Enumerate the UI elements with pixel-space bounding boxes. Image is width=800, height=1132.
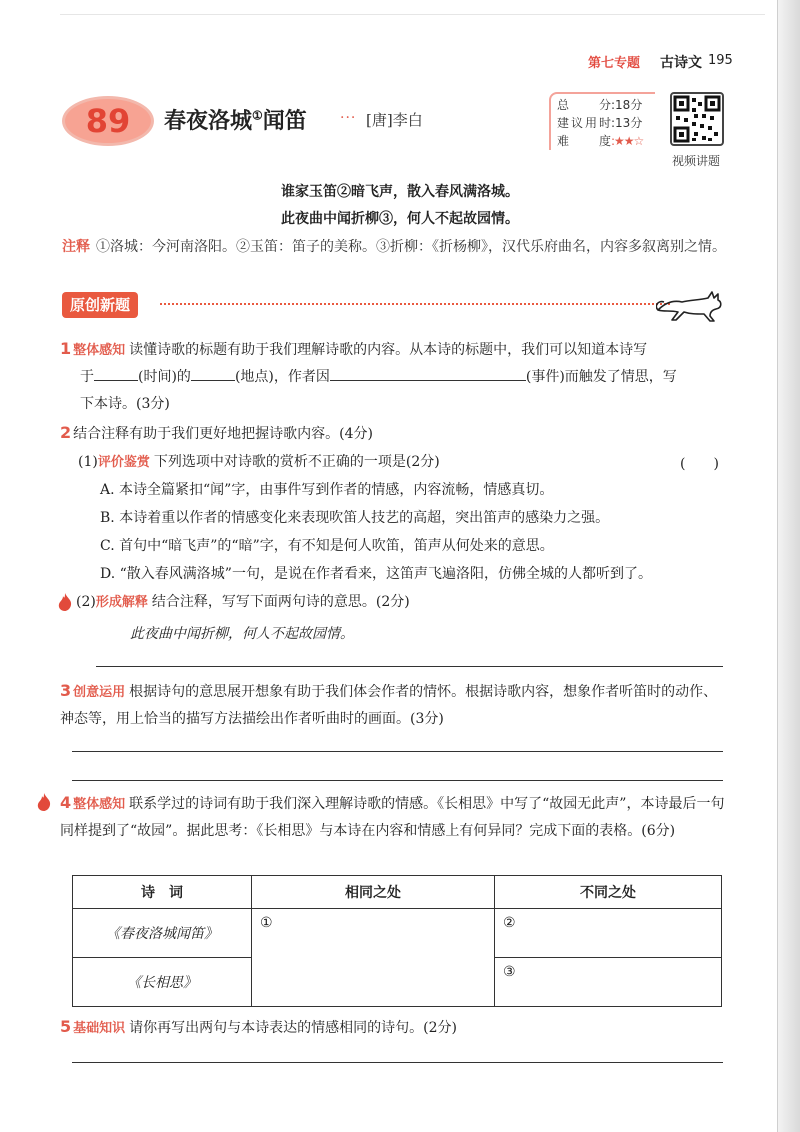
section-divider xyxy=(160,303,670,305)
q3-text: 根据诗句的意思展开想象有助于我们体会作者的情怀。根据诗歌内容，想象作者听笛时的动作、神态等，用上恰当的描写方法描绘出作者听曲时的画面。(3分) xyxy=(60,684,718,727)
table-cell-diff-2[interactable]: ③ xyxy=(495,958,722,1007)
notes xyxy=(62,234,727,261)
q1-line-3: 下本诗。(3分) xyxy=(80,396,170,412)
q1-text-a: 读懂诗歌的标题有助于我们理解诗歌的内容。从本诗的标题中，我们可以知道本诗写 xyxy=(129,342,648,358)
running-cat-graphic xyxy=(656,288,730,324)
info-difficulty-label: 难 度 xyxy=(557,134,611,148)
question-4 xyxy=(60,789,730,845)
q1-text-b: 于 xyxy=(80,369,94,385)
q2-sub1-tag: 评价鉴赏 xyxy=(97,455,150,470)
option-a[interactable]: A. 本诗全篇紧扣“闻”字，由事件写到作者的情感，内容流畅，情感真切。 xyxy=(100,482,554,498)
flame-graphic-1 xyxy=(57,592,73,612)
q5-tag: 基础知识 xyxy=(73,1021,126,1036)
q3-tag: 创意运用 xyxy=(73,685,126,700)
header-rule xyxy=(60,14,765,15)
poem-title-main: 春夜洛城 xyxy=(164,108,253,134)
q1-blank-time[interactable] xyxy=(94,364,138,381)
q2-sub2-text: 结合注释，写写下面两句诗的意思。(2分) xyxy=(151,594,410,610)
q4-text: 联系学过的诗词有助于我们深入理解诗歌的情感。《长相思》中写了“故园无此声”，本诗最后一句同样提到了“故园”。据此思考：《长相思》与本诗在内容和情感上有何异同？完成下面的表格。(6分) xyxy=(60,796,725,839)
table-header-same: 相同之处 xyxy=(252,876,495,909)
question-1 xyxy=(60,335,730,418)
poem-title-suffix: 闻笛 xyxy=(262,108,307,134)
title-note-mark: ① xyxy=(252,108,263,123)
title-dots: ··· xyxy=(340,110,357,126)
q3-number: 3 xyxy=(60,681,72,700)
q2-sub1-text: 下列选项中对诗歌的赏析不正确的一项是(2分) xyxy=(153,454,440,470)
table-poem-2: 《长相思》 xyxy=(73,958,252,1007)
info-total xyxy=(557,96,655,114)
q1-line-1 xyxy=(60,335,730,364)
info-time xyxy=(557,114,655,132)
q1-text-c: (时间)的 xyxy=(138,369,191,385)
video-caption: 视频讲题 xyxy=(672,154,721,168)
q2-sub2 xyxy=(76,589,746,616)
option-c[interactable]: C. 首句中“暗飞声”的“暗”字，有不知是何人吹笛，笛声从何处来的意思。 xyxy=(100,538,554,554)
q3-answer-line-1[interactable] xyxy=(72,751,723,752)
q3-answer-line-2[interactable] xyxy=(72,780,723,781)
q5-text: 请你再写出两句与本诗表达的情感相同的诗句。(2分) xyxy=(129,1020,457,1036)
comparison-table xyxy=(72,875,722,1007)
q2-sub2-tag: 形成解释 xyxy=(95,595,148,610)
poem-title xyxy=(164,104,307,135)
q4-tag: 整体感知 xyxy=(73,797,126,812)
qr-code-graphic xyxy=(672,94,722,144)
q1-number: 1 xyxy=(60,339,72,358)
q2-sub2-prefix: (2) xyxy=(76,594,96,610)
section-label: 原创新题 xyxy=(62,292,138,318)
running-cat-icon xyxy=(656,288,730,328)
flame-graphic-2 xyxy=(36,792,52,812)
q2-answer-line[interactable] xyxy=(96,666,723,667)
q4-number: 4 xyxy=(60,793,72,812)
info-time-label: 建议用时 xyxy=(557,116,611,130)
poem-line-1: 谁家玉笛②暗飞声，散入春风满洛城。 xyxy=(281,184,519,200)
difficulty-stars: :★★☆ xyxy=(611,134,644,148)
table-poem-1: 《春夜洛城闻笛》 xyxy=(73,909,252,958)
poem-author: [唐]李白 xyxy=(366,111,423,129)
table-header-row xyxy=(73,876,722,909)
q1-blank-place[interactable] xyxy=(191,364,235,381)
q1-text-d: (地点)，作者因 xyxy=(234,369,330,385)
qr-code-icon[interactable] xyxy=(670,92,724,146)
table-header-diff: 不同之处 xyxy=(495,876,722,909)
page-number: 195 xyxy=(708,53,733,68)
page-edge xyxy=(777,0,800,1132)
info-time-value: :13分 xyxy=(611,116,643,130)
info-total-value: :18分 xyxy=(611,98,643,112)
chapter-label: 第七专题 xyxy=(588,56,641,71)
option-b[interactable]: B. 本诗着重以作者的情感变化来表现吹笛人技艺的高超，突出笛声的感染力之强。 xyxy=(100,510,610,526)
notes-tag: 注释 xyxy=(62,239,90,255)
q2-sub1 xyxy=(78,449,748,476)
q1-blank-event[interactable] xyxy=(330,364,526,381)
table-row xyxy=(73,909,722,958)
q2-text: 结合注释有助于我们更好地把握诗歌内容。(4分) xyxy=(73,426,373,442)
q1-text-e: (事件)而触发了情思，写 xyxy=(525,369,677,385)
q5-number: 5 xyxy=(60,1017,72,1036)
q2-sub2-quote: 此夜曲中闻折柳，何人不起故园情。 xyxy=(130,626,354,642)
q1-line-2 xyxy=(60,364,730,391)
flame-icon xyxy=(36,792,52,816)
chapter-topic: 古诗文 xyxy=(660,55,702,71)
answer-paren[interactable]: ( ) xyxy=(680,456,719,472)
info-total-label: 总 分 xyxy=(557,98,611,112)
question-5 xyxy=(60,1013,730,1042)
table-cell-same[interactable]: ① xyxy=(252,909,495,1007)
info-difficulty xyxy=(557,132,655,150)
question-3 xyxy=(60,677,730,733)
notes-text: ①洛城：今河南洛阳。②玉笛：笛子的美称。③折柳：《折杨柳》，汉代乐府曲名，内容多叙离别之情。 xyxy=(96,239,726,255)
q5-answer-line[interactable] xyxy=(72,1062,723,1063)
q1-tag: 整体感知 xyxy=(73,343,126,358)
option-d[interactable]: D. “散入春风满洛城”一句，是说在作者看来，这笛声飞遍洛阳，仿佛全城的人都听到了。 xyxy=(100,566,652,582)
info-box xyxy=(549,92,655,150)
lesson-number-badge: 89 xyxy=(62,96,154,146)
table-header-poem: 诗 词 xyxy=(73,876,252,909)
flame-icon xyxy=(57,592,73,616)
poem-line-2: 此夜曲中闻折柳③，何人不起故园情。 xyxy=(281,211,519,227)
question-2 xyxy=(60,419,730,448)
q2-number: 2 xyxy=(60,423,72,442)
table-cell-diff-1[interactable]: ② xyxy=(495,909,722,958)
q2-sub1-prefix: (1) xyxy=(78,454,98,470)
